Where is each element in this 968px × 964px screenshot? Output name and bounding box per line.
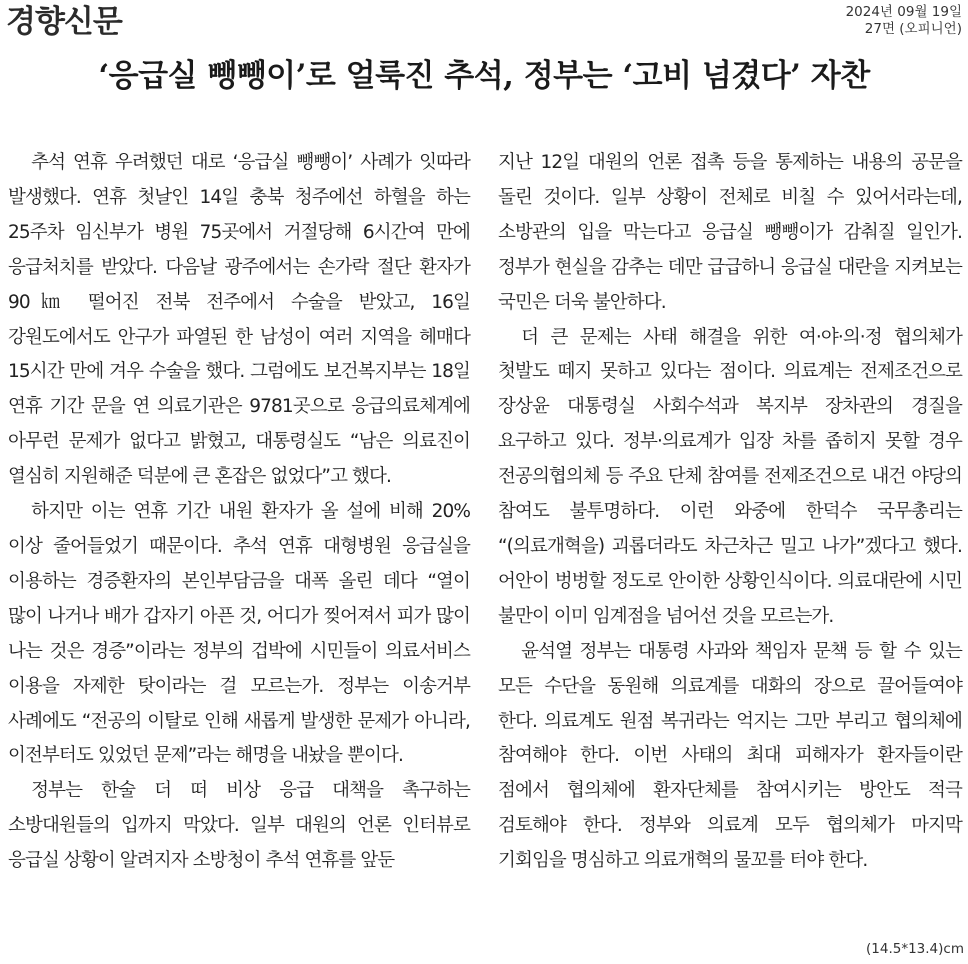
paragraph: 더 큰 문제는 사태 해결을 위한 여·야·의·정 협의체가 첫발도 떼지 못하고 있다는 점이다. 의료계는 전제조건으로 장상윤 대통령실 사회수석과 복지부 장차관의 경질을 요구하고 있다. 정부·의료계가 입장 차를 좁히지 못할 경우 전공의협의체 등 주요 단체 참여를 전제조건으로 내건 야당의 참여도 불투명하다. 이런 와중에 한덕수 국무총리는 “(의료개혁을) 괴롭더라도 차근차근 밀고 나가”겠다고 했다. 어안이 벙벙할 정도로 안이한 상황인식이다. 의료대란에 시민 불만이 이미 임계점을 넘어선 것을 모르는가. [498,326,962,627]
paragraph-continued: 지난 12일 대원의 언론 접촉 등을 통제하는 내용의 공문을 돌린 것이다. 일부 상황이 전체로 비칠 수 있어서라는데, 소방관의 입을 막는다고 응급실 뺑뺑이가 감춰질 일인가. 정부가 현실을 감추는 데만 급급하니 응급실 대란을 지켜보는 국민은 더욱 불안하다. [498,152,962,313]
article-size-note: (14.5*13.4)cm [866,941,964,957]
paragraph: 윤석열 정부는 대통령 사과와 책임자 문책 등 할 수 있는 모든 수단을 동원해 의료계를 대화의 장으로 끌어들여야 한다. 의료계도 원점 복귀라는 억지는 그만 부리고 협의체에 참여해야 한다. 이번 사태의 최대 피해자가 환자들이란 점에서 협의체에 환자단체를 참여시키는 방안도 적극 검토해야 한다. 정부와 의료계 모두 협의체가 마지막 기회임을 명심하고 의료개혁의 물꼬를 터야 한다. [498,640,962,872]
article-column-left [8,146,470,879]
page-section: 27면 (오피니언) [864,21,962,37]
paragraph: 정부는 한술 더 떠 비상 응급 대책을 촉구하는 소방대원들의 입까지 막았다. 일부 대원의 언론 인터뷰로 응급실 상황이 알려지자 소방청이 추석 연휴를 앞둔 [8,780,470,872]
paragraph: 추석 연휴 우려했던 대로 ‘응급실 뺑뺑이’ 사례가 잇따라 발생했다. 연휴 첫날인 14일 충북 청주에선 하혈을 하는 25주차 임신부가 병원 75곳에서 거절당해 6시간여 만에 응급처치를 받았다. 다음날 광주에서는 손가락 절단 환자가 90㎞ 떨어진 전북 전주에서 수술을 받았고, 16일 강원도에서도 안구가 파열된 한 남성이 여러 지역을 헤매다 15시간 만에 겨우 수술을 했다. 그럼에도 보건복지부는 18일 연휴 기간 문을 연 의료기관은 9781곳으로 응급의료체계에 아무런 문제가 없다고 밝혔고, 대통령실도 “남은 의료진이 열심히 지원해준 덕분에 큰 혼잡은 없었다”고 했다. [8,152,470,488]
article-column-right [498,146,962,879]
article-meta [846,4,962,38]
newspaper-masthead: 경향신문 [6,4,122,40]
publish-date: 2024년 09월 19일 [845,4,962,20]
paragraph: 하지만 이는 연휴 기간 내원 환자가 올 설에 비해 20% 이상 줄어들었기 때문이다. 추석 연휴 대형병원 응급실을 이용하는 경증환자의 본인부담금을 대폭 올린 데다 “열이 많이 나거나 배가 갑자기 아픈 것, 어디가 찢어져서 피가 많이 나는 것은 경증”이라는 정부의 겁박에 시민들이 의료서비스 이용을 자제한 탓이라는 걸 모르는가. 정부는 이송거부 사례에도 “전공의 이탈로 인해 새롭게 발생한 문제가 아니라, 이전부터도 있었던 문제”라는 해명을 내놨을 뿐이다. [8,501,470,767]
article-headline: ‘응급실 뺑뺑이’로 얼룩진 추석, 정부는 ‘고비 넘겼다’ 자찬 [98,58,870,94]
